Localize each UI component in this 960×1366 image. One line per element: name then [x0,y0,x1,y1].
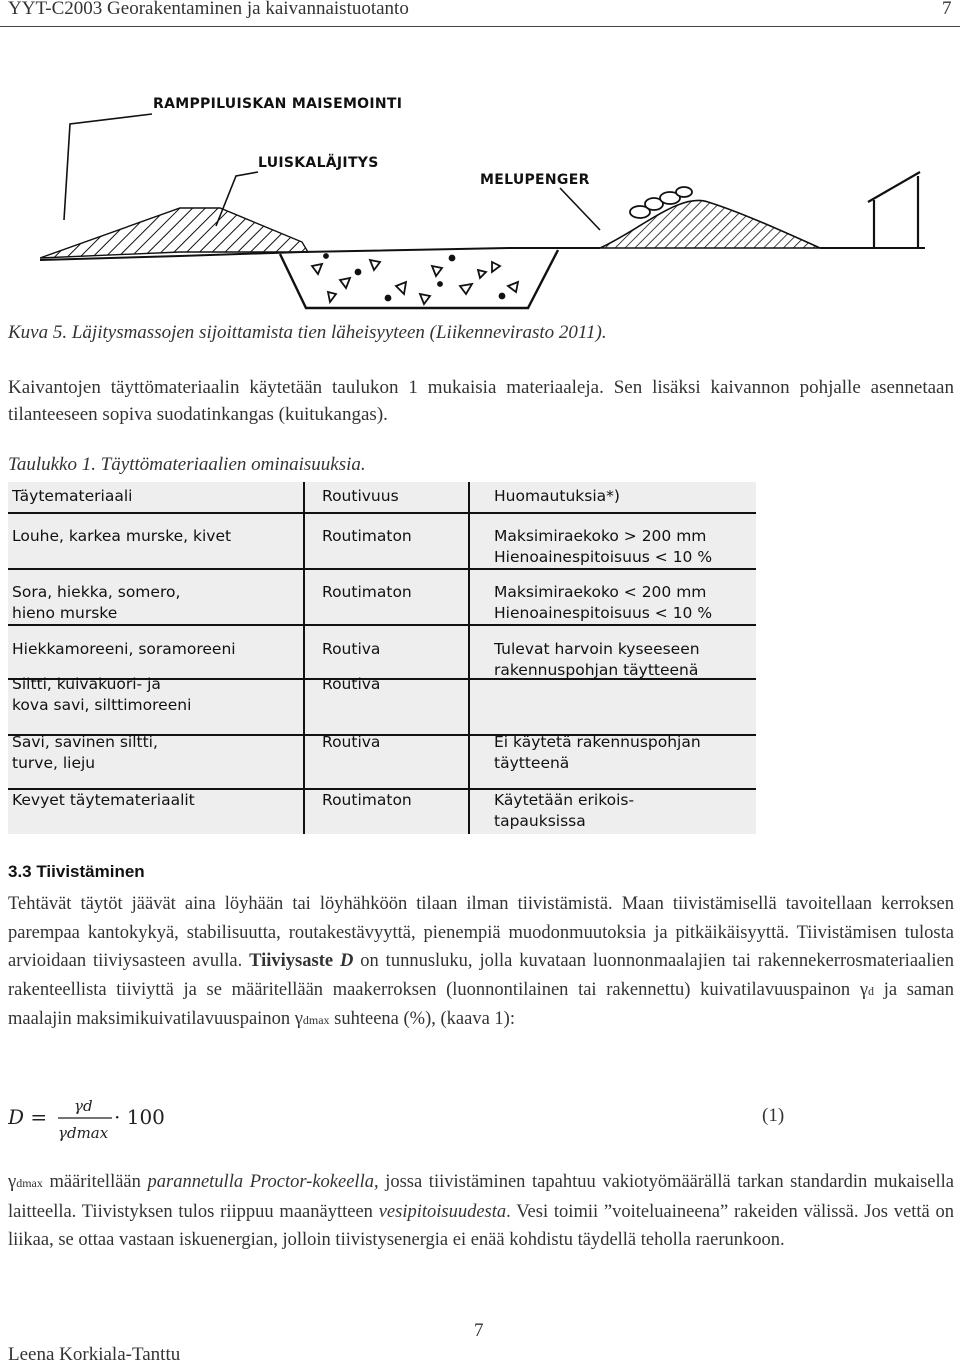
table-header-frost: Routivuus [322,487,399,505]
trench-aggregate [312,254,518,304]
leader-ramp [64,114,152,220]
table-row-note: rakennuspohjan täytteenä [494,661,699,679]
p2-bold: Tiiviysaste [249,951,340,971]
table-row-note: tapauksissa [494,812,586,830]
header-rule [0,26,960,27]
table-row-material: kova savi, silttimoreeni [12,696,192,714]
p2-text: ja saman maalajin maksimikuivatilavuuspainon γ [8,979,954,1029]
table-row-note: Hienoainespitoisuus < 10 % [494,548,713,566]
formula-1 [8,1096,954,1146]
label-slope-deposit: LUISKALÄJITYS [258,155,379,171]
formula-number: (1) [762,1105,785,1126]
table-col-rule [468,482,470,834]
table-row-frost: Routimaton [322,791,412,809]
label-ramp-landscaping: RAMPPILUISKAN MAISEMOINTI [153,96,403,112]
table-col-rule [303,482,305,834]
leader-berm [560,188,600,230]
shelter-icon [868,172,920,248]
table-row-material: Savi, savinen siltti, [12,733,158,751]
table-row-material: Siltti, kuivakuori- ja [12,675,161,693]
p2-text: suhteena (%), (kaava 1): [329,1009,515,1029]
table-row-rule [8,624,756,626]
table-row-frost: Routiva [322,640,381,658]
table-header-material: Täytemateriaali [12,487,133,505]
table-header-rule [8,512,756,514]
landscaping-figure [40,80,940,320]
formula-multiplier: · 100 [114,1105,165,1129]
p2-subscript: d [868,983,875,998]
trench-outline [280,250,558,308]
p3-italic: vesipitoisuudesta [378,1201,507,1222]
table-row-material: Sora, hiekka, somero, [12,583,181,601]
table-row-note: Tulevat harvoin kyseeseen [494,640,700,658]
p3-text: . Vesi toimii ”voiteluaineena” rakeiden välissä. Jos vettä on liikaa, se ottaa vastaan iskuenergian, jolloin tiivistysenergia ei enää kohdistu täydellä teholla raerunkoon. [8,1201,954,1250]
fill-material-table [8,482,756,834]
table-row-material: Louhe, karkea murske, kivet [12,527,232,545]
p3-italic: parannetulla Proctor-kokeella [147,1172,374,1192]
table-row-frost: Routiva [322,675,381,693]
page-header-title: YYT-C2003 Georakentaminen ja kaivannaistuotanto [8,0,409,19]
table-row-frost: Routimaton [322,583,412,601]
p3-subscript: dmax [16,1176,43,1190]
table-row-material: turve, lieju [12,754,96,772]
p3-text: määritellään [42,1172,148,1192]
page-header-number: 7 [942,0,952,19]
paragraph-compaction [8,890,954,1035]
p2-bold-italic: D [339,951,354,971]
p3-text: γ [8,1172,17,1192]
p2-text: Tehtävät täytöt jäävät aina löyhään tai löyhähköön tilaan ilman tiivistämistä. Maan tiivistämisellä tavoitellaan kerroksen parempaa kantokykyä, stabilisuutta, routakestävyyttä, pienempiä muodonmuutoksia ja pitkäikäisyyttä. Tiivistämisen tulosta arvioidaan tiiviysasteen avulla. [8,894,954,971]
ramp-slope-hatch [40,208,308,258]
formula-lhs: D = [8,1105,48,1129]
table-row-material: Hiekkamoreeni, soramoreeni [12,640,236,658]
table-caption: Taulukko 1. Täyttömateriaalien ominaisuuksia. [8,454,366,475]
table-row-material: Kevyet täytemateriaalit [12,791,195,809]
p2-subscript: dmax [302,1013,330,1027]
table-header-notes: Huomautuksia*) [494,487,620,505]
formula-numerator: γd [74,1097,93,1115]
figure-caption: Kuva 5. Läjitysmassojen sijoittamista tien läheisyyteen (Liikennevirasto 2011). [8,322,607,343]
section-title: 3.3 Tiivistäminen [8,862,145,881]
table-row-note: täytteenä [494,754,570,772]
table-row-note: Maksimiraekoko > 200 mm [494,527,707,545]
table-row-material: hieno murske [12,604,118,622]
p3-text: , jossa tiivistäminen tapahtuu vakiotyömäärällä tarkan standardin mukaisella laitteella. Tiivistyksen tulos riippuu maanäytteen [8,1172,954,1222]
paragraph-proctor [8,1168,954,1255]
footer-author: Leena Korkiala-Tanttu [8,1344,181,1365]
label-noise-berm: MELUPENGER [480,172,590,188]
paragraph-materials: Kaivantojen täyttömateriaalin käytetään taulukon 1 mukaisia materiaaleja. Sen lisäksi kaivannon pohjalle asennetaan tilanteeseen sopiva suodatinkangas (kuitukangas). [8,377,954,425]
p2-text: on tunnusluku, jolla kuvataan luonnonmaalajien tai rakennekerrosmateriaalien rakenteellista tiiviyttä ja se määritellään maakerroksen (luonnontilainen tai rakennettu) kuivatilavuuspainon γ [8,951,954,1000]
table-row-frost: Routiva [322,733,381,751]
table-row-note: Ei käytetä rakennuspohjan [494,733,701,751]
table-row-frost: Routimaton [322,527,412,545]
table-row-rule [8,568,756,570]
footer-page-number: 7 [474,1320,484,1341]
formula-denominator: γdmax [58,1124,109,1142]
table-row-note: Maksimiraekoko < 200 mm [494,583,707,601]
table-row-note: Käytetään erikois- [494,791,635,809]
table-row-note: Hienoainespitoisuus < 10 % [494,604,713,622]
